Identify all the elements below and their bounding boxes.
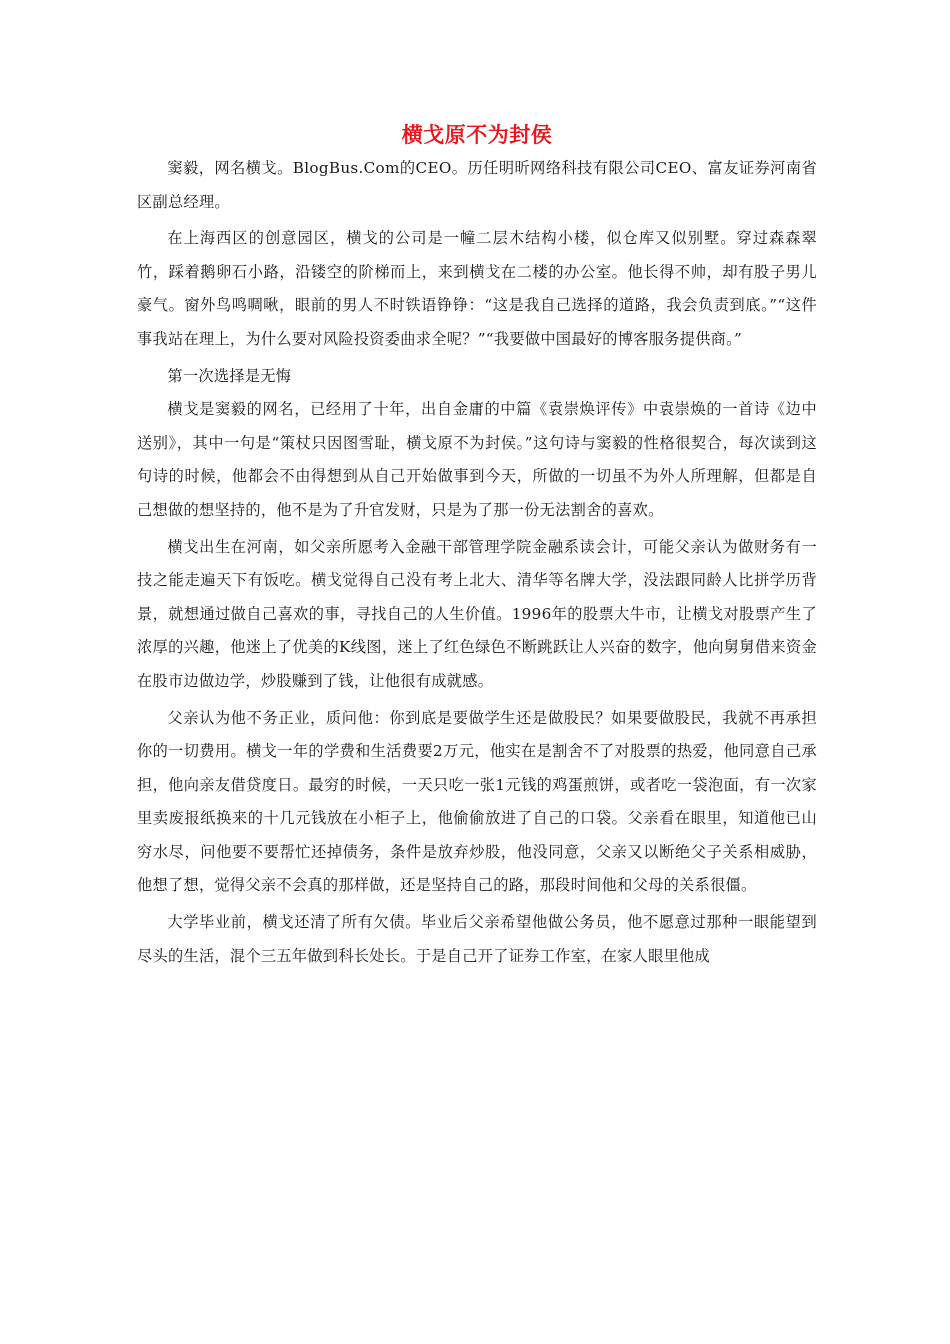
paragraph-father-conflict: 父亲认为他不务正业，质问他：你到底是要做学生还是做股民？如果要做股民，我就不再承担你的一切费用。横戈一年的学费和生活费要2万元，他实在是割舍不了对股票的热爱，他同意自己承担，他向亲友借贷度日。最穷的时候，一天只吃一张1元钱的鸡蛋煎饼，或者吃一袋泡面，有一次家里卖废报纸换来的十几元钱放在小柜子上，他偷偷放进了自己的口袋。父亲看在眼里，知道他已山穷水尽，问他要不要帮忙还掉债务，条件是放弃炒股，他没同意，父亲又以断绝父子关系相威胁，他想了想，觉得父亲不会真的那样做，还是坚持自己的路，那段时间他和父母的关系很僵。 <box>137 708 817 895</box>
paragraph-graduation: 大学毕业前，横戈还清了所有欠债。毕业后父亲希望他做公务员，他不愿意过那种一眼能望到尽头的生活，混个三五年做到科长处长。于是自己开了证券工作室，在家人眼里他成 <box>137 913 817 965</box>
paragraph-early-life: 横戈出生在河南，如父亲所愿考入金融干部管理学院金融系读会计，可能父亲认为做财务有一技之能走遍天下有饭吃。横戈觉得自己没有考上北大、清华等名牌大学，没法跟同龄人比拼学历背景，就想通过做自己喜欢的事，寻找自己的人生价值。1996年的股票大牛市，让横戈对股票产生了浓厚的兴趣，他迷上了优美的K线图，迷上了红色绿色不断跳跃让人兴奋的数字，他向舅舅借来资金在股市边做边学，炒股赚到了钱，让他很有成就感。 <box>137 537 817 690</box>
paragraph-name-origin: 横戈是窦毅的网名，已经用了十年，出自金庸的中篇《袁崇焕评传》中袁崇焕的一首诗《边中送别》，其中一句是“策杖只因图雪耻，横戈原不为封侯。”这句诗与窦毅的性格很契合，每次读到这句诗的时候，他都会不由得想到从自己开始做事到今天，所做的一切虽不为外人所理解，但都是自己想做的想坚持的，他不是为了升官发财，只是为了那一份无法割舍的喜欢。 <box>137 400 817 519</box>
paragraph-intro: 窦毅，网名横戈。BlogBus.Com的CEO。历任明昕网络科技有限公司CEO、富友证券河南省区副总经理。 <box>137 159 817 211</box>
paragraph-office: 在上海西区的创意园区，横戈的公司是一幢二层木结构小楼，似仓库又似别墅。穿过森森翠竹，踩着鹅卵石小路，沿镂空的阶梯而上，来到横戈在二楼的办公室。他长得不帅，却有股子男儿豪气。窗外鸟鸣啁啾，眼前的男人不时铁语铮铮：“这是我自己选择的道路，我会负责到底。”“这件事我站在理上，为什么要对风险投资委曲求全呢？”“我要做中国最好的博客服务提供商。” <box>137 229 817 348</box>
document-page <box>137 118 817 973</box>
section-heading: 第一次选择是无悔 <box>167 366 292 385</box>
article-title: 横戈原不为封侯 <box>401 123 553 147</box>
